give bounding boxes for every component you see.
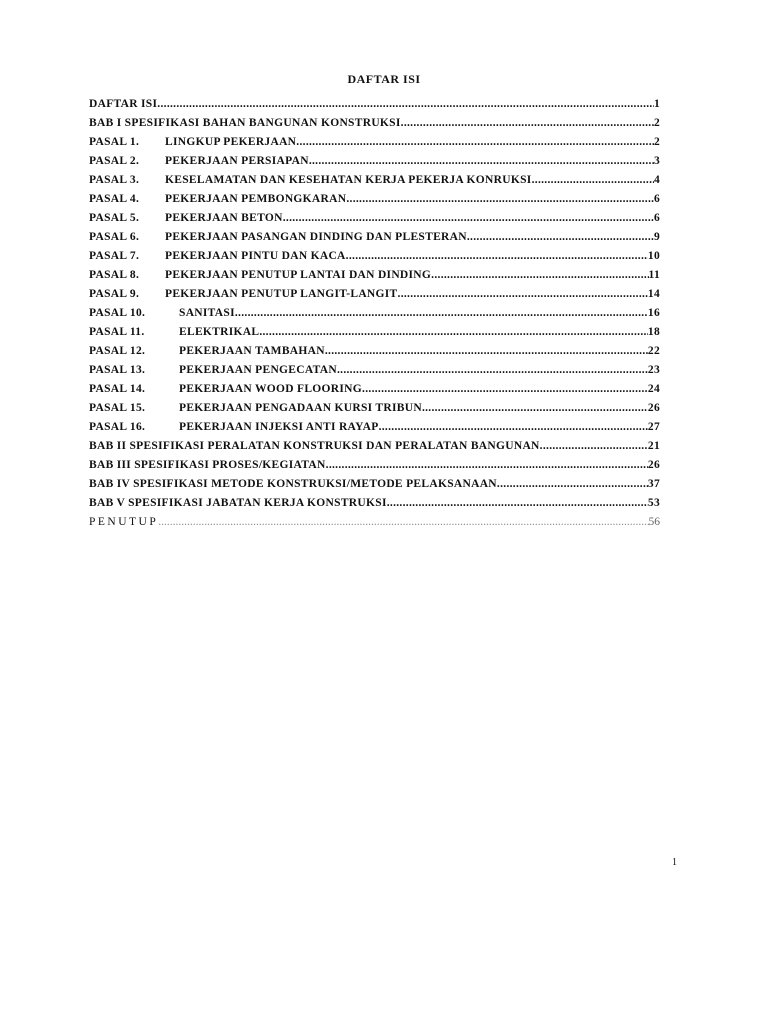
toc-entry-page: 27 [647,421,660,433]
toc-entry-pasal-11[interactable] [89,326,660,345]
toc-entry-page: 2 [653,136,660,148]
toc-leader [325,345,648,357]
toc-leader [259,326,648,338]
toc-entry-text: PEKERJAAN PEMBONGKARAN [165,193,347,205]
toc-entry-bab-5[interactable] [89,497,660,516]
toc-entry-page: 3 [653,155,660,167]
toc-entry-page: 24 [647,383,660,395]
toc-leader [337,364,648,376]
toc-leader [326,459,648,471]
toc-entry-number: PASAL 6. [89,231,140,243]
toc-entry-text: PEKERJAAN BETON [165,212,283,224]
toc-entry-pasal-4[interactable] [89,193,660,212]
toc-entry-text: PEKERJAAN INJEKSI ANTI RAYAP [179,421,379,433]
toc-entry-number: PASAL 14. [89,383,146,395]
toc-entry-pasal-9[interactable] [89,288,660,307]
toc-entry-pasal-2[interactable] [89,155,660,174]
toc-title: DAFTAR ISI [347,72,421,86]
toc-entry-page: 26 [647,459,660,471]
toc-entry-text: LINGKUP PEKERJAAN [165,136,297,148]
toc-entry-text: BAB III SPESIFIKASI PROSES/KEGIATAN [89,459,326,471]
toc-entry-page: 37 [647,478,660,490]
toc-entry-page: 4 [653,174,660,186]
toc-entry-text: PEKERJAAN PERSIAPAN [165,155,309,167]
toc-entry-bab-1[interactable] [89,117,660,136]
toc-entry-page: 10 [647,250,660,262]
toc-entry-penutup[interactable] [89,516,660,535]
toc-entry-text: SANITASI [179,307,235,319]
toc-entry-number: PASAL 13. [89,364,146,376]
toc-entry-pasal-3[interactable] [89,174,660,193]
toc-entry-bab-3[interactable] [89,459,660,478]
toc-leader [532,174,654,186]
toc-entry-bab-2[interactable] [89,440,660,459]
toc-leader [346,250,648,262]
toc-entry-number: PASAL 12. [89,345,146,357]
toc-entry-number: PASAL 2. [89,155,140,167]
toc-entry-pasal-16[interactable] [89,421,660,440]
toc-entry-pasal-6[interactable] [89,231,660,250]
toc-entry-page: 21 [647,440,660,452]
toc-entry-page: 6 [653,193,660,205]
toc-entry-text: ELEKTRIKAL [179,326,260,338]
toc-entry-number: PASAL 10. [89,307,146,319]
toc-entry-text: PEKERJAAN PASANGAN DINDING DAN PLESTERAN [165,231,467,243]
table-of-contents [89,98,660,535]
toc-leader [431,269,648,281]
toc-entry-page: 1 [653,98,660,110]
toc-entry-pasal-13[interactable] [89,364,660,383]
toc-entry-text: DAFTAR ISI [89,98,158,110]
toc-entry-text: KESELAMATAN DAN KESEHATAN KERJA PEKERJA KONRUKSI [165,174,532,186]
toc-entry-text: BAB V SPESIFIKASI JABATAN KERJA KONSTRUKSI [89,497,387,509]
toc-entry-page: 14 [647,288,660,300]
toc-leader [296,136,654,148]
toc-entry-text: PEKERJAAN PENUTUP LANTAI DAN DINDING [165,269,432,281]
toc-entry-pasal-15[interactable] [89,402,660,421]
toc-entry-number: PASAL 16. [89,421,146,433]
toc-entry-pasal-14[interactable] [89,383,660,402]
toc-entry-page: 56 [648,516,660,528]
toc-entry-text: BAB I SPESIFIKASI BAHAN BANGUNAN KONSTRUKSI [89,117,401,129]
toc-entry-page: 23 [647,364,660,376]
toc-entry-pasal-12[interactable] [89,345,660,364]
toc-entry-number: PASAL 5. [89,212,140,224]
toc-entry-text: PEKERJAAN PINTU DAN KACA [165,250,346,262]
toc-entry-text: PEKERJAAN TAMBAHAN [179,345,325,357]
toc-entry-page: 6 [653,212,660,224]
toc-entry-bab-4[interactable] [89,478,660,497]
toc-entry-page: 9 [653,231,660,243]
toc-leader [497,478,648,490]
toc-leader [346,193,654,205]
toc-entry-daftar-isi[interactable] [89,98,660,117]
toc-entry-pasal-1[interactable] [89,136,660,155]
toc-leader [467,231,654,243]
toc-entry-text: PEKERJAAN PENUTUP LANGIT-LANGIT [165,288,398,300]
toc-entry-number: PASAL 11. [89,326,145,338]
toc-entry-pasal-8[interactable] [89,269,660,288]
toc-entry-text: PEKERJAAN PENGECATAN [179,364,337,376]
toc-entry-page: 11 [648,269,660,281]
toc-entry-text: BAB IV SPESIFIKASI METODE KONSTRUKSI/METODE PELAKSANAAN [89,478,497,490]
page-number: 1 [672,857,677,868]
toc-entry-number: PASAL 9. [89,288,140,300]
toc-entry-pasal-10[interactable] [89,307,660,326]
toc-entry-page: 16 [647,307,660,319]
toc-entry-page: 26 [647,402,660,414]
toc-entry-pasal-5[interactable] [89,212,660,231]
toc-leader [387,497,648,509]
toc-entry-page: 22 [647,345,660,357]
toc-leader [309,155,654,167]
toc-leader [379,421,648,433]
toc-entry-text: PEKERJAAN WOOD FLOORING [179,383,363,395]
toc-leader [158,516,648,528]
toc-leader [362,383,648,395]
toc-entry-number: PASAL 1. [89,136,140,148]
toc-entry-page: 18 [647,326,660,338]
toc-entry-text: PEKERJAAN PENGADAAN KURSI TRIBUN [179,402,422,414]
toc-entry-number: PASAL 15. [89,402,146,414]
toc-leader [401,117,654,129]
toc-entry-number: PASAL 4. [89,193,140,205]
toc-entry-number: PASAL 8. [89,269,140,281]
toc-entry-number: PASAL 3. [89,174,140,186]
toc-leader [157,98,654,110]
toc-leader [235,307,648,319]
toc-leader [540,440,648,452]
toc-leader [398,288,648,300]
toc-entry-number: PASAL 7. [89,250,140,262]
toc-leader [283,212,654,224]
toc-entry-page: 2 [653,117,660,129]
toc-entry-text: BAB II SPESIFIKASI PERALATAN KONSTRUKSI DAN PERALATAN BANGUNAN [89,440,540,452]
toc-entry-page: 53 [647,497,660,509]
toc-entry-text: PENUTUP [89,516,159,528]
toc-entry-pasal-7[interactable] [89,250,660,269]
toc-leader [422,402,648,414]
